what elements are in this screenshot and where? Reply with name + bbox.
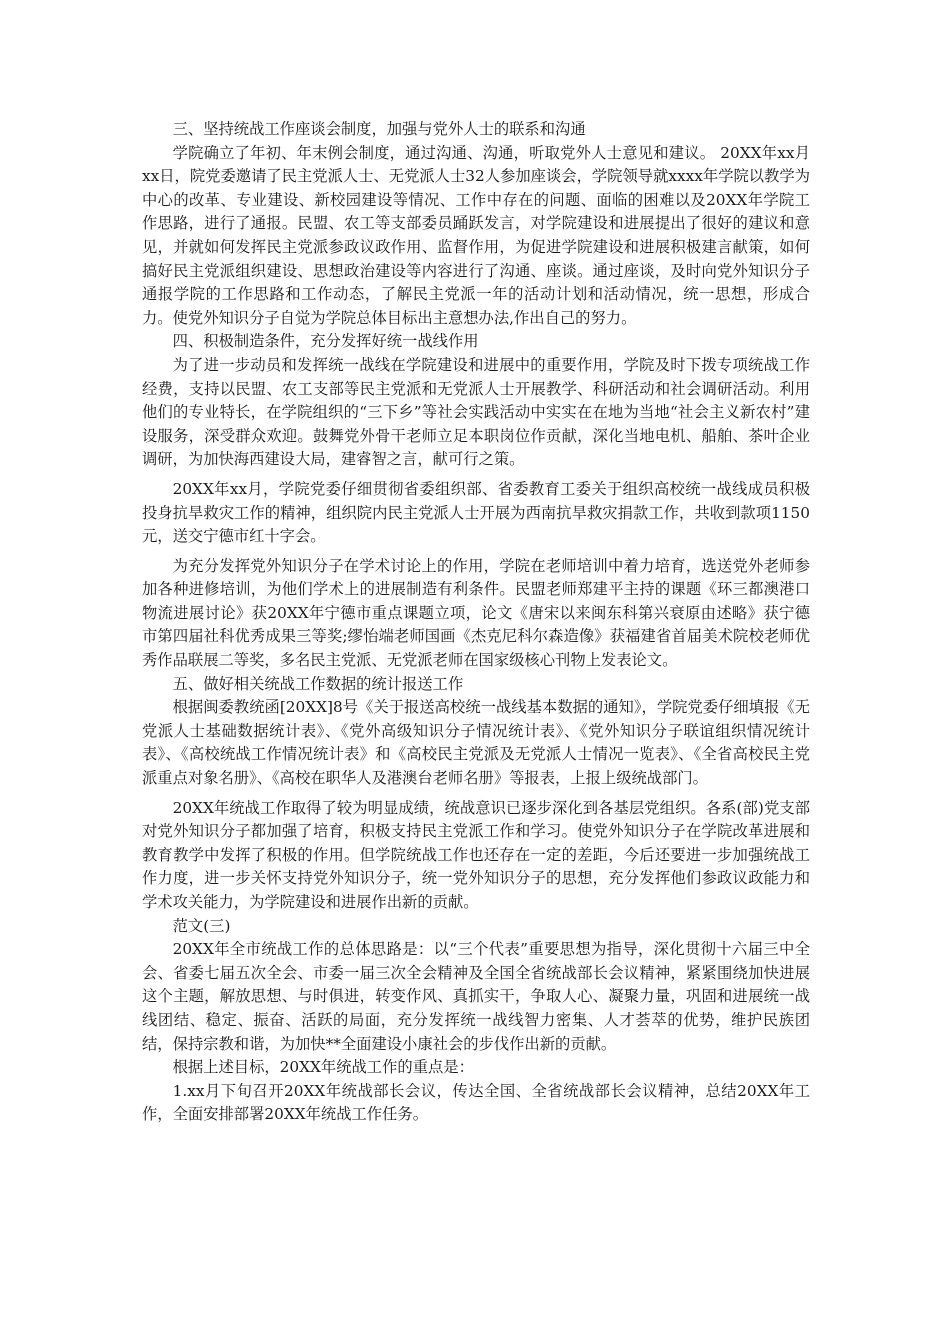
list-item: 1.xx月下旬召开20XX年统战部长会议，传达全国、全省统战部长会议精神，总结20XX年工作，全面安排部署20XX年统战工作任务。	[142, 1081, 810, 1124]
heading-section-5: 五、做好相关统战工作数据的统计报送工作	[172, 674, 464, 693]
paragraph: 20XX年全市统战工作的总体思路是：以“三个代表”重要思想为指导，深化贯彻十六届三中全会、省委七届五次全会、市委一届三次全会精神及全国全省统战部长会议精神，紧紧围绕加快进展这个主题，解放思想、与时俱进，转变作风、真抓实干，争取人心、凝聚力量，巩固和进展统一战线团结、稳定、振奋、活跃的局面，充分发挥统一战线智力密集、人才荟萃的优势，维护民族团结，保持宗教和谐，为加快**全面建设小康社会的步伐作出新的贡献。	[142, 940, 810, 1053]
paragraph: 学院确立了年初、年末例会制度，通过沟通、沟通，听取党外人士意见和建议。 20XX年xx月xx日，院党委邀请了民主党派人士、无党派人士32人参加座谈会，学院领导就xxxx年学院以教学为中心的改革、专业建设、新校园建设等情况、工作中存在的问题、面临的困难以及20XX年学院工作思路，进行了通报。民盟、农工等支部委员踊跃发言，对学院建设和进展提出了很好的建议和意见，并就如何发挥民主党派参政议政作用、监督作用，为促进学院建设和进展积极建言献策，如何搞好民主党派组织建设、思想政治建设等内容进行了沟通、座谈。通过座谈，及时向党外知识分子通报学院的工作思路和工作动态，了解民主党派一年的活动计划和活动情况，统一思想，形成合力。使党外知识分子自觉为学院总体目标出主意想办法,作出自己的努力。	[142, 143, 810, 327]
paragraph: 为了进一步动员和发挥统一战线在学院建设和进展中的重要作用，学院及时下拨专项统战工作经费，支持以民盟、农工支部等民主党派和无党派人士开展教学、科研活动和社会调研活动。利用他们的专业特长，在学院组织的“三下乡”等社会实践活动中实实在在地为当地“社会主义新农村”建设服务，深受群众欢迎。鼓舞党外骨干老师立足本职岗位作贡献，深化当地电机、船舶、茶叶企业调研，为加快海西建设大局，建睿智之言，献可行之策。	[142, 355, 810, 469]
paragraph: 根据闽委教统函[20XX]8号《关于报送高校统一战线基本数据的通知》，学院党委仔细填报《无党派人士基础数据统计表》、《党外高级知识分子情况统计表》、《党外知识分子联谊组织情况统计表》、《高校统战工作情况统计表》和《高校民主党派及无党派人士情况一览表》、《全省高校民主党派重点对象名册》、《高校在职华人及港澳台老师名册》等报表，上报上级统战部门。	[142, 698, 810, 788]
heading-section-3: 三、坚持统战工作座谈会制度，加强与党外人士的联系和沟通	[172, 120, 586, 138]
heading-section-4: 四、积极制造条件，充分发挥好统一战线作用	[172, 332, 479, 351]
paragraph: 根据上述目标，20XX年统战工作的重点是：	[172, 1058, 474, 1077]
paragraph: 20XX年xx月，学院党委仔细贯彻省委组织部、省委教育工委关于组织高校统一战线成员积极投身抗旱救灾工作的精神，组织院内民主党派人士开展为西南抗旱救灾捐款工作，共收到款项1150元，送交宁德市红十字会。	[142, 479, 810, 546]
document-page	[142, 118, 810, 1127]
heading-sample-3: 范文(三)	[172, 916, 231, 935]
paragraph: 20XX年统战工作取得了较为明显成绩，统战意识已逐步深化到各基层党组织。各系(部)党支部对党外知识分子都加强了培育，积极支持民主党派工作和学习。使党外知识分子在学院改革进展和教育教学中发挥了积极的作用。但学院统战工作也还存在一定的差距，今后还要进一步加强统战工作力度，进一步关怀支持党外知识分子，统一党外知识分子的思想，充分发挥他们参政议政能力和学术攻关能力，为学院建设和进展作出新的贡献。	[142, 798, 810, 911]
paragraph: 为充分发挥党外知识分子在学术讨论上的作用，学院在老师培训中着力培育，选送党外老师参加各种进修培训，为他们学术上的进展制造有利条件。民盟老师郑建平主持的课题《环三都澳港口物流进展讨论》获20XX年宁德市重点课题立项，论文《唐宋以来闽东科第兴衰原由述略》获宁德市第四届社科优秀成果三等奖;缪怡端老师国画《杰克尼科尔森造像》获福建省首届美术院校老师优秀作品联展二等奖，多名民主党派、无党派老师在国家级核心刊物上发表论文。	[142, 556, 810, 670]
